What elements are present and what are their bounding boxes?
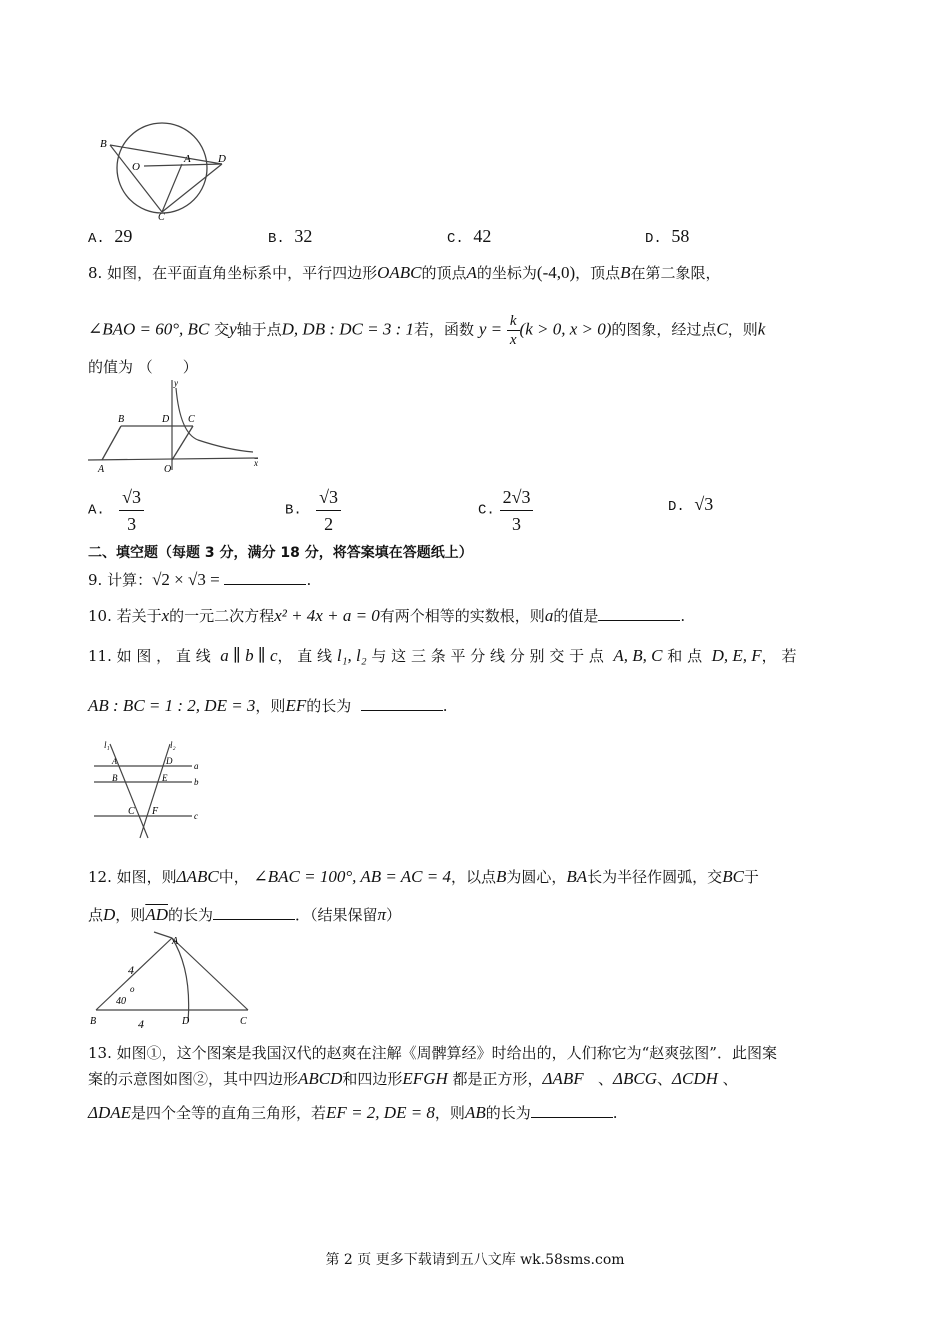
q7-option-d: D. 58 bbox=[645, 226, 690, 247]
q11-label-C: C bbox=[128, 806, 135, 817]
q11-label-line-b: b bbox=[194, 777, 199, 787]
q12-label-four-base: 4 bbox=[138, 1017, 144, 1030]
q11-label-line-c: c bbox=[194, 811, 198, 821]
q8-label-a: A bbox=[98, 464, 105, 475]
q11-label-B: B bbox=[112, 773, 118, 783]
q8-line-3: 的值为 （ ） bbox=[88, 358, 198, 376]
q8-label-y: y bbox=[174, 378, 178, 388]
q8-option-a: A. $\frac{√3}{3}$ bbox=[88, 484, 144, 537]
q7-option-b: B. 32 bbox=[268, 226, 313, 247]
q12-label-a: A bbox=[172, 936, 179, 947]
q11-label-F: F bbox=[152, 806, 159, 817]
q12-figure bbox=[88, 930, 258, 1030]
q11-label-E: E bbox=[162, 773, 168, 783]
q12-label-c: C bbox=[240, 1016, 247, 1027]
q11-label-l1: l₁ bbox=[104, 740, 110, 750]
q12-line-1: 12. 如图，则ΔABC中， ∠BAC = 100°, AB = AC = 4，以点B为圆心，BA长为半径作圆弧，交BC于 bbox=[88, 867, 759, 886]
q8-line-1: 8. 如图，在平面直角坐标系中，平行四边形OABC的顶点A的坐标为(-4,0)，顶点B在第二象限， bbox=[88, 263, 721, 282]
q8-label-b: B bbox=[118, 414, 125, 425]
q12-label-angle: 40 bbox=[116, 996, 126, 1007]
q8-line-2: ∠BAO = 60°, BC 交y轴于点D, DB : DC = 3 : 1若，函数 y = $\frac{k}{x}$ (k > 0, x > 0)的图象，经过点C，则k bbox=[88, 313, 766, 348]
q11-label-l2: l₂ bbox=[170, 740, 176, 750]
q12-label-deg: o bbox=[130, 984, 135, 994]
q8-option-d: D. √3 bbox=[668, 494, 714, 515]
q7-label-b: B bbox=[100, 138, 107, 150]
q13-answer-blank[interactable] bbox=[531, 1103, 613, 1118]
q9-answer-blank[interactable] bbox=[224, 570, 306, 585]
q7-label-a: A bbox=[184, 153, 191, 165]
q11-label-D: D bbox=[166, 756, 173, 766]
section-2-heading: 二、填空题（每题 3 分，满分 18 分，将答案填在答题纸上） bbox=[88, 545, 473, 561]
q12-label-four-side: 4 bbox=[128, 963, 134, 977]
q11-line-2: AB : BC = 1 : 2, DE = 3，则EF的长为 . bbox=[88, 696, 448, 715]
q10: 10. 若关于x的一元二次方程x² + 4x + a = 0有两个相等的实数根，则a的值是 . bbox=[88, 606, 686, 625]
q9: 9. 计算：√2 × √3 = . bbox=[88, 570, 312, 589]
q12-line-2: 点D，则$\overline{AD}$的长为 ．（结果保留π） bbox=[88, 905, 402, 924]
q11-label-line-a: a bbox=[194, 761, 199, 771]
q12-label-b: B bbox=[90, 1016, 97, 1027]
q8-label-c: C bbox=[188, 414, 195, 425]
q11-line-1: 11. 如 图 ， 直 线 a ∥ b ∥ c， 直 线 l₁, l₂ 与 这 三 条 平 分 线 分 别 交 于 点 A, B, C 和 点 D, E, F， 若 bbox=[88, 646, 797, 665]
q12-label-d: D bbox=[182, 1016, 190, 1027]
page-footer: 第 2 页 更多下载请到五八文库 wk.58sms.com bbox=[325, 1252, 625, 1268]
q8-label-d: D bbox=[162, 414, 170, 425]
q13-line-2: 案的示意图如图②，其中四边形ABCD和四边形EFGH 都是正方形，ΔABF 、ΔBCG、ΔCDH 、 bbox=[88, 1069, 738, 1088]
q8-option-c: C. $\frac{2√3}{3}$ bbox=[478, 484, 533, 537]
q13-line-3: ΔDAE是四个全等的直角三角形，若EF = 2, DE = 8，则AB的长为 . bbox=[88, 1103, 618, 1122]
q7-option-a: A. 29 bbox=[88, 226, 133, 247]
q11-answer-blank[interactable] bbox=[361, 696, 443, 711]
q7-label-d: D bbox=[218, 153, 226, 165]
q8-figure bbox=[88, 378, 263, 478]
q7-label-o: O bbox=[132, 161, 140, 173]
q8-option-b: B. $\frac{√3}{2}$ bbox=[285, 484, 341, 537]
q8-label-x: x bbox=[254, 458, 258, 468]
q7-figure bbox=[92, 120, 242, 220]
q10-answer-blank[interactable] bbox=[598, 606, 680, 621]
q11-figure bbox=[88, 738, 213, 840]
q7-label-c: C bbox=[158, 212, 165, 220]
q7-option-c: C. 42 bbox=[447, 226, 492, 247]
q8-func-fraction: $\frac{k}{x}$ bbox=[507, 312, 520, 349]
q11-label-A: A bbox=[112, 757, 117, 766]
q12-answer-blank[interactable] bbox=[213, 905, 295, 920]
q8-label-o: O bbox=[164, 464, 172, 475]
q13-line-1: 13. 如图①，这个图案是我国汉代的赵爽在注解《周髀算经》时给出的，人们称它为“赵爽弦图”．此图案 bbox=[88, 1044, 777, 1062]
